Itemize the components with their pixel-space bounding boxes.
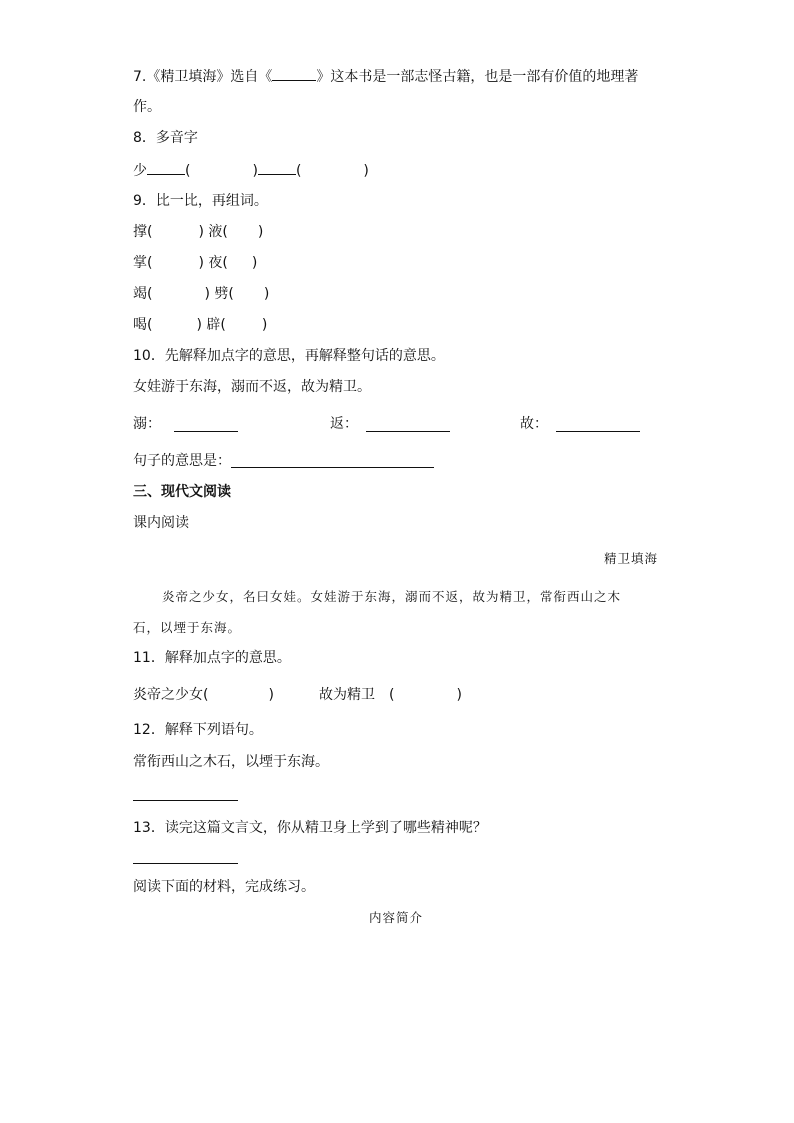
q11-item-2-close: ) [456,687,462,703]
q9-close: ) [263,286,270,302]
q11-item-1 [133,685,274,705]
q9-close: ) [198,224,204,240]
q8-blank-2[interactable] [258,160,296,175]
q9-close: ) [261,317,268,333]
q8-char: 少 [133,163,147,179]
q11-item-2 [319,685,462,705]
material-instruction: 阅读下面的材料，完成练习。 [133,879,315,895]
q9-char: 掌( [133,255,153,271]
q8-paren-close-2: ) [363,163,369,179]
q8-row [133,160,369,181]
q9-row [133,222,263,242]
q9-close: ) [257,224,264,240]
q10-label-meaning: 句子的意思是： [133,453,231,469]
q11-item-2-open: ( [389,687,395,703]
section-heading: 三、现代文阅读 [133,484,231,500]
q9-row [133,253,257,273]
q8-paren-open-2: ( [295,163,302,179]
q9-row [133,315,267,335]
q13-answer-line[interactable] [133,863,238,864]
material-title: 内容简介 [369,910,424,925]
q9-char: 劈( [214,286,234,302]
q11-item-1-close: ) [268,687,274,703]
q13-title: 13．读完这篇文言文，你从精卫身上学到了哪些精神呢？ [133,820,487,836]
q9-char: 撑( [133,224,153,240]
q10-label-gu: 故： [520,416,548,432]
q7-line2: 作。 [133,99,161,115]
q7-blank[interactable] [272,66,316,81]
q11-title: 11．解释加点字的意思。 [133,650,291,666]
q8-title: 8．多音字 [133,130,198,146]
passage-title: 精卫填海 [603,551,658,566]
q11-item-1-text: 炎帝之少女( [133,687,209,703]
q10-label-ni: 溺： [133,416,161,432]
q9-char: 竭( [133,286,153,302]
q9-close: ) [198,255,204,271]
q8-paren-open-1: ( [185,163,191,179]
q12-sentence: 常衔西山之木石，以堙于东海。 [133,754,329,770]
q10-blank-fan[interactable] [366,431,450,432]
q12-title: 12．解释下列语句。 [133,722,263,738]
q9-close: ) [251,255,258,271]
q9-close: ) [204,286,210,302]
q10-blank-ni[interactable] [174,431,238,432]
q8-blank-1[interactable] [147,160,185,175]
q9-char: 液( [208,224,228,240]
q7-text-a: 7.《精卫填海》选自《 [133,69,273,85]
q9-row [133,284,269,304]
q12-answer-line[interactable] [133,800,238,801]
q10-blank-gu[interactable] [556,431,640,432]
q10-sentence: 女娃游于东海，溺而不返，故为精卫。 [133,379,371,395]
q10-title: 10．先解释加点字的意思，再解释整句话的意思。 [133,348,445,364]
q9-char: 夜( [208,255,228,271]
q9-char: 辟( [206,317,226,333]
q7-line1 [133,66,638,87]
passage-line-2: 石，以堙于东海。 [133,620,242,635]
q11-item-2-text: 故为精卫 [319,687,375,703]
passage-line-1: 炎帝之少女，名曰女娃。女娃游于东海，溺而不返，故为精卫，常衔西山之木 [162,589,622,604]
q8-paren-close-1: ) [252,163,258,179]
q10-label-fan: 返： [330,416,358,432]
q9-close: ) [196,317,202,333]
q9-title: 9．比一比，再组词。 [133,193,268,209]
q7-text-b: 》这本书是一部志怪古籍，也是一部有价值的地理著 [316,69,639,85]
section-subheading: 课内阅读 [133,515,189,531]
q9-char: 喝( [133,317,153,333]
q10-blank-meaning[interactable] [231,467,434,468]
